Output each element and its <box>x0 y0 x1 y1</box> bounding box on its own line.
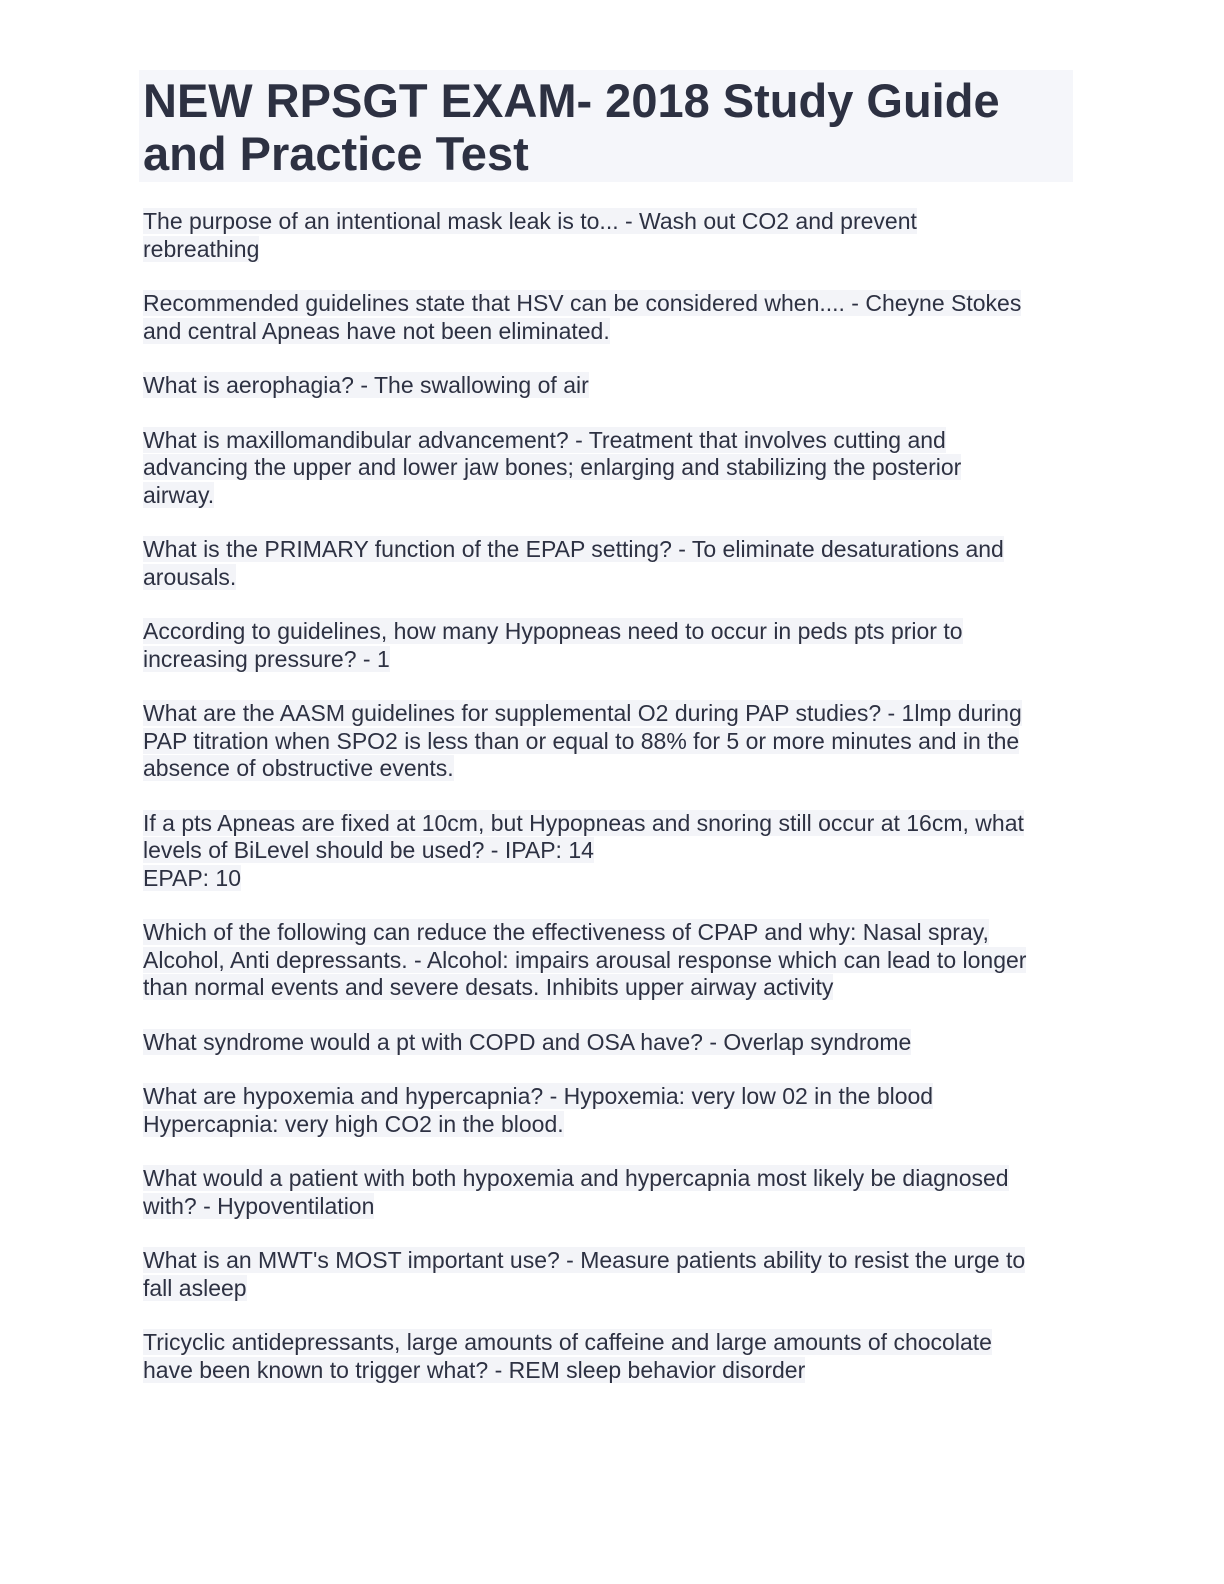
qa-line: According to guidelines, how many Hypopneas need to occur in peds pts prior to <box>143 618 963 644</box>
qa-item <box>143 700 1073 783</box>
qa-item <box>143 810 1073 893</box>
qa-line: What are hypoxemia and hypercapnia? - Hypoxemia: very low 02 in the blood <box>143 1083 934 1109</box>
qa-line: What syndrome would a pt with COPD and OSA have? - Overlap syndrome <box>143 1028 912 1055</box>
title-line-1: NEW RPSGT EXAM- 2018 Study Guide <box>143 74 1000 127</box>
qa-line: Recommended guidelines state that HSV can be considered when.... - Cheyne Stokes <box>143 290 1022 316</box>
qa-line: arousals. <box>143 563 237 590</box>
qa-line: advancing the upper and lower jaw bones; enlarging and stabilizing the posterior <box>143 454 962 480</box>
qa-line: Alcohol, Anti depressants. - Alcohol: impairs arousal response which can lead to longer <box>143 946 1027 973</box>
qa-item <box>143 427 1073 510</box>
qa-line: EPAP: 10 <box>143 864 242 891</box>
document-page <box>143 70 1073 1411</box>
qa-line: What would a patient with both hypoxemia and hypercapnia most likely be diagnosed <box>143 1165 1009 1191</box>
qa-item <box>143 208 1073 263</box>
qa-line: with? - Hypoventilation <box>143 1192 375 1219</box>
qa-line: rebreathing <box>143 235 260 262</box>
qa-line: What is the PRIMARY function of the EPAP setting? - To eliminate desaturations and <box>143 536 1004 562</box>
qa-item <box>143 1329 1073 1384</box>
qa-item <box>143 618 1073 673</box>
qa-item <box>143 1083 1073 1138</box>
qa-line: levels of BiLevel should be used? - IPAP: 14 <box>143 837 594 863</box>
qa-line: fall asleep <box>143 1274 247 1301</box>
qa-item <box>143 290 1073 345</box>
qa-item <box>143 1029 1073 1057</box>
qa-item <box>143 1165 1073 1220</box>
qa-line: absence of obstructive events. <box>143 755 454 781</box>
qa-item <box>143 919 1073 1002</box>
qa-line: have been known to trigger what? - REM sleep behavior disorder <box>143 1356 806 1383</box>
title-block <box>139 70 1073 182</box>
qa-line: The purpose of an intentional mask leak is to... - Wash out CO2 and prevent <box>143 208 917 234</box>
qa-line: Hypercapnia: very high CO2 in the blood. <box>143 1110 564 1137</box>
qa-line: What is an MWT's MOST important use? - Measure patients ability to resist the urge to <box>143 1247 1026 1273</box>
qa-line: increasing pressure? - 1 <box>143 645 390 672</box>
qa-line: Which of the following can reduce the effectiveness of CPAP and why: Nasal spray, <box>143 919 989 945</box>
title-line-2: and Practice Test <box>143 127 529 180</box>
qa-line: airway. <box>143 481 215 508</box>
qa-line: What is aerophagia? - The swallowing of air <box>143 372 589 398</box>
qa-item <box>143 1247 1073 1302</box>
qa-item <box>143 536 1073 591</box>
qa-line: PAP titration when SPO2 is less than or equal to 88% for 5 or more minutes and in the <box>143 727 1020 754</box>
qa-line: Tricyclic antidepressants, large amounts of caffeine and large amounts of chocolate <box>143 1329 992 1355</box>
qa-line: than normal events and severe desats. Inhibits upper airway activity <box>143 974 834 1000</box>
qa-item <box>143 372 1073 400</box>
qa-line: What are the AASM guidelines for supplemental O2 during PAP studies? - 1lmp during <box>143 700 1022 726</box>
qa-line: What is maxillomandibular advancement? - Treatment that involves cutting and <box>143 426 946 453</box>
qa-list <box>143 208 1073 1384</box>
document-title <box>143 74 1073 180</box>
qa-line: and central Apneas have not been eliminated. <box>143 317 610 344</box>
qa-line: If a pts Apneas are fixed at 10cm, but Hypopneas and snoring still occur at 16cm, what <box>143 809 1024 836</box>
